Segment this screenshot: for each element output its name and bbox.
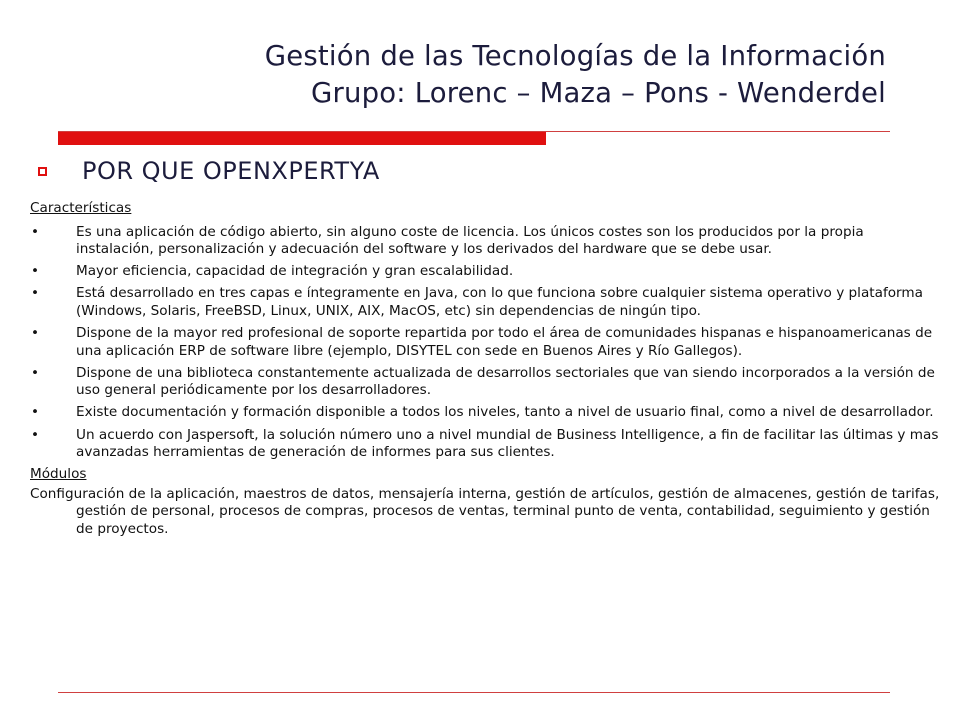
slide-title [265, 38, 886, 112]
title-line-1: Gestión de las Tecnologías de la Información [264, 40, 886, 72]
title-line-2: Grupo: Lorenc – Maza – Pons - Wenderdel [310, 77, 886, 109]
list-item: • Existe documentación y formación disponible a todos los niveles, tanto a nivel de usuario final, como a nivel de desarrollador. [30, 404, 945, 422]
features-list [30, 224, 945, 462]
modulos-text: Configuración de la aplicación, maestros de datos, mensajería interna, gestión de artículos, gestión de almacenes, gestión de tarifas, gestión de personal, procesos de compras, procesos de ventas, terminal punto de venta, contabilidad, seguimiento y gestión de proyectos. [30, 485, 940, 537]
list-item: • Dispone de una biblioteca constantemente actualizada de desarrollos sectoriales que van siendo incorporados a la versión de uso general periódicamente por los desarrolladores. [30, 365, 945, 400]
section-heading [38, 157, 380, 185]
modulos-label: Módulos [30, 466, 87, 483]
caracteristicas-label: Características [30, 200, 132, 216]
list-item: • Está desarrollado en tres capas e íntegramente en Java, con lo que funciona sobre cualquier sistema operativo y plataforma (Windows, Solaris, FreeBSD, Linux, UNIX, AIX, MacOS, etc) sin dependencias de ningún tipo. [30, 285, 945, 320]
list-item: • Es una aplicación de código abierto, sin alguno coste de licencia. Los únicos costes son los producidos por la propia instalación, personalización y adecuación del software y los derivados del hardware que se debe usar. [30, 224, 945, 259]
heading-text: POR QUE OPENXPERTYA [82, 157, 380, 185]
bottom-divider-line [58, 692, 890, 693]
slide-content [30, 200, 945, 539]
square-bullet-icon [38, 167, 47, 176]
top-divider-accent-bar [58, 132, 546, 145]
list-item: • Dispone de la mayor red profesional de soporte repartida por todo el área de comunidades hispanas e hispanoamericanas de una aplicación ERP de software libre (ejemplo, DISYTEL con sede en Buenos Aires y Río Gallegos). [30, 325, 945, 360]
list-item: • Mayor eficiencia, capacidad de integración y gran escalabilidad. [30, 263, 945, 281]
list-item: • Un acuerdo con Jaspersoft, la solución número uno a nivel mundial de Business Intelligence, a fin de facilitar las últimas y mas avanzadas herramientas de generación de informes para sus clientes. [30, 427, 945, 462]
